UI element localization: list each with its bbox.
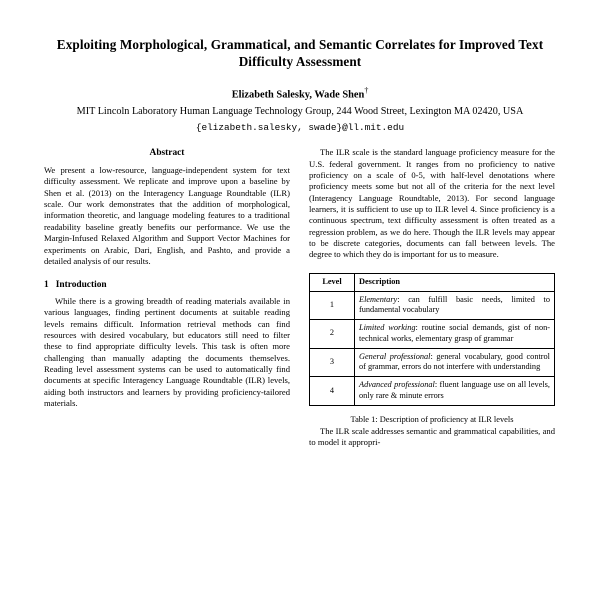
- section-number: 1: [44, 279, 49, 290]
- table-cell-description: [355, 291, 555, 320]
- section-heading-introduction: [44, 279, 290, 291]
- ilr-paragraph-1: The ILR scale is the standard language proficiency measure for the U.S. federal government. It ranges from no proficiency to native proficiency on a scale of 0-5, with half-level denotations where proficiency meets some but not all of the criteria for the next level (Interagency Language Roundtable, 2013). For second language learners, it is sufficient to use up to ILR level 4. Since proficiency is a continuous spectrum, text difficulty assessment is often treated as a regression problem, as we do here. Though the ILR levels may appear to be discrete categories, documents can fall between levels. The degree to which they do is important for us to measure.: [309, 147, 555, 260]
- table-cell-term: Advanced professional: [359, 380, 435, 390]
- table-row: [310, 320, 555, 349]
- abstract-text: We present a low-resource, language-independent system for text difficulty assessment. We replicate and improve upon a baseline by Shen et al. (2013) on the Interagency Language Roundtable (ILR) scale. Our work demonstrates that the addition of morphological, information theoretic, and language modeling features to a traditional readability baseline greatly benefits our performance. We use the Margin-Infused Relaxed Algorithm and Support Vector Machines for experiments on Arabic, Dari, English, and Pashto, and provide a detailed analysis of our results.: [44, 164, 290, 267]
- affiliation: MIT Lincoln Laboratory Human Language Technology Group, 244 Wood Street, Lexington MA 02420, USA: [76, 106, 524, 118]
- table-cell-description: [355, 377, 555, 406]
- table-header-description: Description: [355, 273, 555, 291]
- table-header-row: [310, 273, 555, 291]
- ilr-levels-table: [309, 273, 555, 406]
- table-cell-level: 4: [310, 377, 355, 406]
- abstract-heading: Abstract: [149, 148, 185, 159]
- table-row: [310, 377, 555, 406]
- table-cell-level: 2: [310, 320, 355, 349]
- table-row: [310, 348, 555, 377]
- table-cell-term: General professional: [359, 351, 431, 361]
- table-row: [310, 291, 555, 320]
- table-cell-text: : routine social demands, gist of non-technical works, elementary grasp of grammar: [359, 323, 551, 343]
- table-caption: Table 1: Description of proficiency at ILR levels: [350, 414, 514, 424]
- author-list: [44, 86, 556, 100]
- author-names: Elizabeth Salesky, Wade Shen: [231, 89, 365, 101]
- table-cell-level: 1: [310, 291, 355, 320]
- two-column-body: [44, 147, 556, 448]
- table-cell-term: Limited working: [359, 323, 416, 333]
- table-cell-level: 3: [310, 348, 355, 377]
- intro-paragraph-1: While there is a growing breadth of reading materials available in various languages, finding pertinent documents at suitable reading levels remains difficult. Information retrieval methods can find resources with desired vocabulary, but educators still need to filter these to find appropriate difficulty levels. This task is often more challenging than manually adapting the documents themselves. Reading level assessment systems can be used to automatically find documents at specific Interagency Language Roundtable (ILR) levels, aiding both instructors and learners by providing proficiency-tailored materials.: [44, 295, 290, 409]
- table-cell-text: : general vocabulary, good control of grammar, errors do not interfere with understanding: [359, 351, 550, 372]
- left-column: [44, 147, 290, 448]
- ilr-paragraph-2: The ILR scale addresses semantic and grammatical capabilities, and to model it appropri-: [309, 425, 555, 448]
- table-cell-description: [355, 348, 555, 377]
- author-footnote-mark: †: [364, 85, 369, 95]
- table-cell-text: : can fulfill basic needs, limited to fundamental vocabulary: [359, 294, 550, 315]
- table-cell-text: : fluent language use on all levels, only rare & minute errors: [359, 380, 550, 400]
- page-title: Exploiting Morphological, Grammatical, and Semantic Correlates for Improved Text Difficulty Assessment: [56, 37, 544, 70]
- table-cell-term: Elementary: [359, 294, 398, 304]
- section-title: Introduction: [55, 279, 107, 290]
- author-emails: {elizabeth.salesky, swade}@ll.mit.edu: [195, 122, 405, 134]
- table-header-level: Level: [310, 273, 355, 291]
- table-cell-description: [355, 320, 555, 349]
- right-column: [309, 147, 555, 448]
